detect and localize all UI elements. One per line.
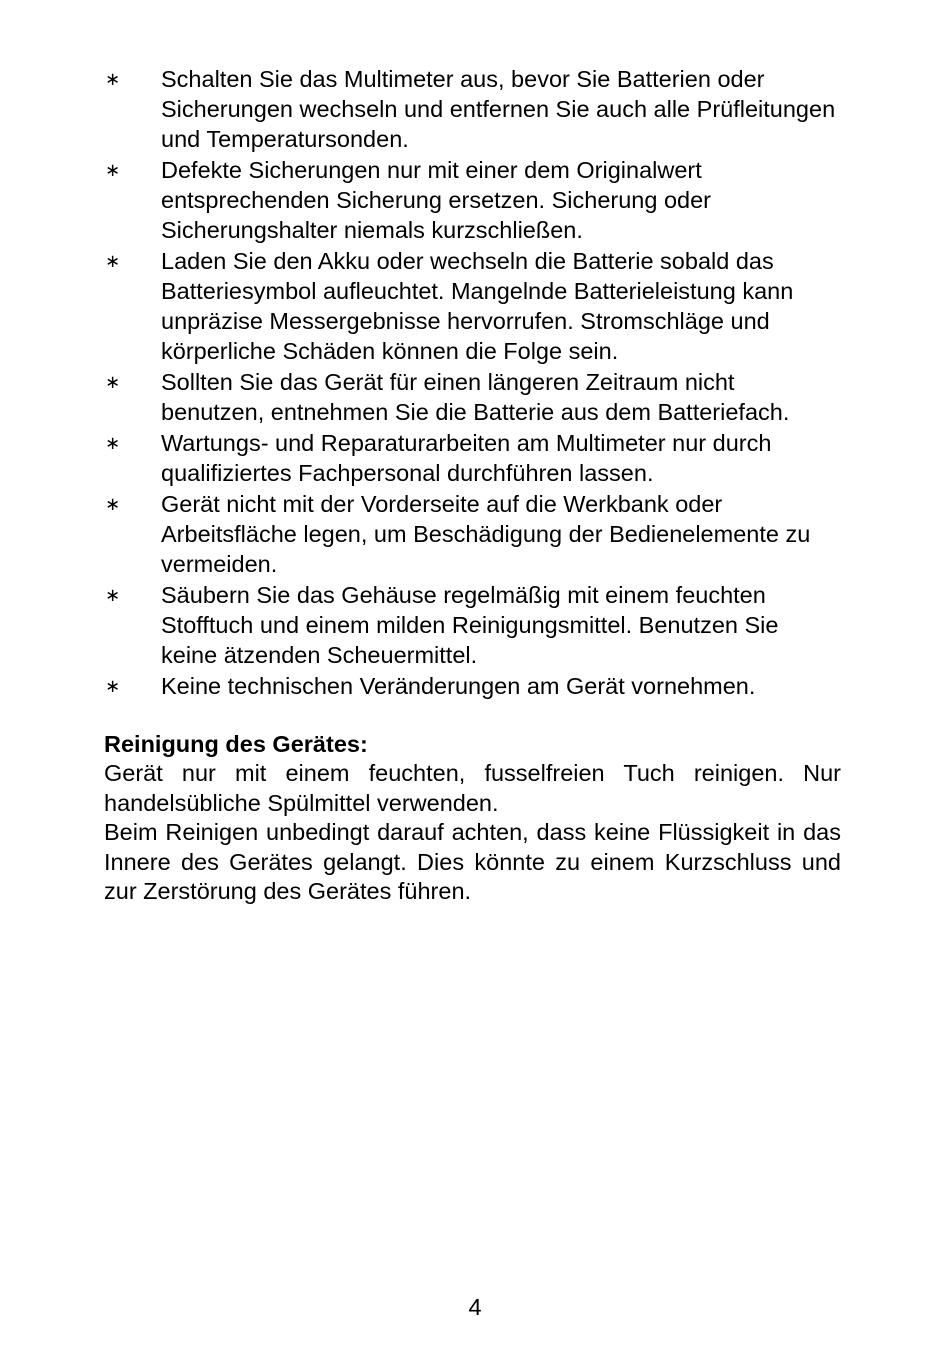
asterisk-icon: ∗ bbox=[105, 372, 121, 392]
bullet-text: Schalten Sie das Multimeter aus, bevor Sie Batterien oder Sicherungen wechseln und entfernen Sie auch alle Prüfleitungen und Temperatursonden. bbox=[161, 66, 836, 152]
bullet-text: Wartungs- und Reparaturarbeiten am Multimeter nur durch qualifiziertes Fachpersonal durchführen lassen. bbox=[161, 430, 772, 486]
cleaning-paragraph-1: Gerät nur mit einem feuchten, fusselfreien Tuch reinigen. Nur handelsübliche Spülmittel verwenden. bbox=[104, 760, 841, 816]
safety-bullet-list bbox=[104, 64, 841, 701]
bullet-item bbox=[104, 64, 841, 154]
bullet-text: Säubern Sie das Gehäuse regelmäßig mit einem feuchten Stofftuch und einem milden Reinigungsmittel. Benutzen Sie keine ätzenden Scheuermittel. bbox=[161, 582, 779, 668]
asterisk-icon: ∗ bbox=[105, 494, 121, 514]
asterisk-icon: ∗ bbox=[105, 585, 121, 605]
asterisk-icon: ∗ bbox=[105, 160, 121, 180]
bullet-item bbox=[104, 489, 841, 579]
asterisk-icon: ∗ bbox=[105, 69, 121, 89]
page-content bbox=[104, 64, 841, 907]
asterisk-icon: ∗ bbox=[105, 251, 121, 271]
cleaning-section-title: Reinigung des Gerätes: bbox=[104, 731, 368, 757]
bullet-text: Defekte Sicherungen nur mit einer dem Originalwert entsprechenden Sicherung ersetzen. Sicherung oder Sicherungshalter niemals kurzschließen. bbox=[161, 157, 712, 243]
bullet-item bbox=[104, 155, 841, 245]
asterisk-icon: ∗ bbox=[105, 676, 121, 696]
asterisk-icon: ∗ bbox=[105, 433, 121, 453]
bullet-item bbox=[104, 671, 841, 701]
bullet-text: Gerät nicht mit der Vorderseite auf die Werkbank oder Arbeitsfläche legen, um Beschädigung der Bedienelemente zu vermeiden. bbox=[161, 491, 811, 577]
bullet-item bbox=[104, 367, 841, 427]
bullet-item bbox=[104, 246, 841, 366]
bullet-item bbox=[104, 580, 841, 670]
bullet-text: Sollten Sie das Gerät für einen längeren Zeitraum nicht benutzen, entnehmen Sie die Batterie aus dem Batteriefach. bbox=[161, 369, 790, 425]
page-number: 4 bbox=[468, 1294, 482, 1320]
bullet-text: Laden Sie den Akku oder wechseln die Batterie sobald das Batteriesymbol aufleuchtet. Mangelnde Batterieleistung kann unpräzise Messergebnisse hervorrufen. Stromschläge und körperliche Schäden können die Folge sein. bbox=[161, 248, 794, 364]
bullet-text: Keine technischen Veränderungen am Gerät vornehmen. bbox=[161, 673, 756, 699]
bullet-item bbox=[104, 428, 841, 488]
cleaning-paragraph-2: Beim Reinigen unbedingt darauf achten, dass keine Flüssigkeit in das Innere des Gerätes gelangt. Dies könnte zu einem Kurzschluss und zur Zerstörung des Gerätes führen. bbox=[104, 819, 841, 904]
